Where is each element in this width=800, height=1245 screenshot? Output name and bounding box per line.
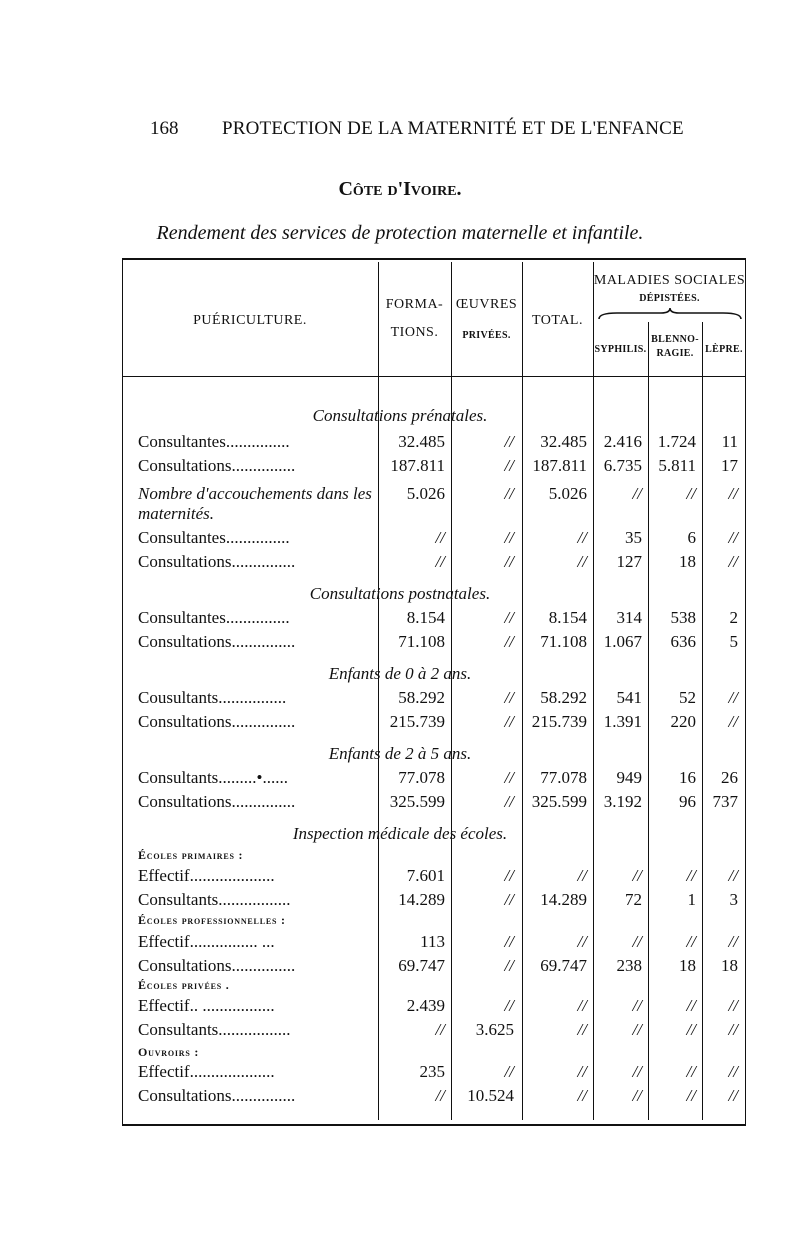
cell-formations: 325.599	[389, 792, 445, 811]
cell-total: 77.078	[540, 768, 587, 787]
brace-icon	[597, 307, 743, 323]
cell-blenno: //	[686, 484, 696, 503]
cell-lepre: 2	[729, 608, 738, 627]
row-label: Consultations...............	[138, 632, 296, 651]
cell-formations: 235	[419, 1062, 445, 1081]
cell-syphilis: 35	[625, 528, 642, 547]
cell-oeuvres: //	[504, 632, 514, 651]
subhead-primaires: Écoles primaires :	[138, 848, 244, 862]
cell-blenno: //	[686, 932, 696, 951]
cell-blenno: 5.811	[658, 456, 696, 475]
cell-syphilis: //	[632, 1020, 642, 1039]
col-header-maladies-1: MALADIES SOCIALES	[593, 273, 746, 288]
rule-lepre-left	[702, 322, 703, 1120]
cell-formations: 58.292	[398, 688, 445, 707]
cell-total: 71.108	[540, 632, 587, 651]
page-number: 168	[150, 118, 179, 139]
table-caption: Rendement des services de protection maternelle et infantile.	[156, 222, 644, 244]
cell-total: //	[577, 866, 587, 885]
rule-syphilis-left	[593, 262, 594, 1120]
cell-oeuvres: //	[504, 712, 514, 731]
cell-lepre: 737	[712, 792, 738, 811]
running-title: PROTECTION DE LA MATERNITÉ ET DE L'ENFANCE	[222, 118, 684, 139]
cell-lepre: //	[728, 1020, 738, 1039]
cell-oeuvres: //	[504, 456, 514, 475]
row-label: Consultations...............	[138, 1086, 296, 1105]
cell-blenno: //	[686, 1086, 696, 1105]
row-label: Consultantes...............	[138, 432, 290, 451]
row-label-continued: maternités.	[138, 504, 215, 523]
row-label: Cousultants................	[138, 688, 287, 707]
cell-total: 325.599	[531, 792, 587, 811]
cell-total: //	[577, 552, 587, 571]
cell-blenno: //	[686, 1062, 696, 1081]
cell-syphilis: //	[632, 484, 642, 503]
cell-total: 69.747	[540, 956, 587, 975]
cell-lepre: 5	[729, 632, 738, 651]
row-label: Consultants.........•......	[138, 768, 288, 787]
cell-oeuvres: //	[504, 432, 514, 451]
cell-formations: 32.485	[398, 432, 445, 451]
cell-lepre: //	[728, 528, 738, 547]
cell-blenno: 538	[670, 608, 696, 627]
cell-blenno: //	[686, 1020, 696, 1039]
cell-oeuvres: //	[504, 932, 514, 951]
rule-formations-left	[378, 262, 379, 1120]
col-header-total: TOTAL.	[531, 313, 583, 328]
col-header-maladies-2: DÉPISTÉES.	[639, 293, 700, 304]
section-inspection: Inspection médicale des écoles.	[292, 824, 508, 843]
cell-oeuvres: 3.625	[475, 1020, 514, 1039]
cell-syphilis: //	[632, 996, 642, 1015]
cell-syphilis: 314	[616, 608, 642, 627]
cell-oeuvres: //	[504, 768, 514, 787]
col-header-formations-1: FORMA-	[385, 297, 444, 312]
country-title: Côte d'Ivoire.	[338, 178, 462, 200]
section-enfants-2-5: Enfants de 2 à 5 ans.	[328, 744, 472, 763]
cell-total: //	[577, 1086, 587, 1105]
cell-formations: 77.078	[398, 768, 445, 787]
cell-syphilis: 2.416	[603, 432, 642, 451]
cell-syphilis: //	[632, 866, 642, 885]
cell-oeuvres: //	[504, 608, 514, 627]
cell-lepre: //	[728, 996, 738, 1015]
cell-formations: //	[435, 528, 445, 547]
col-header-lepre: LÈPRE.	[705, 344, 743, 355]
cell-lepre: 11	[721, 432, 738, 451]
cell-blenno: 1.724	[657, 432, 696, 451]
cell-blenno: 636	[670, 632, 696, 651]
cell-total: //	[577, 932, 587, 951]
row-label: Consultants.................	[138, 890, 291, 909]
cell-oeuvres: //	[504, 552, 514, 571]
row-label: Consultations...............	[138, 456, 296, 475]
cell-blenno: 52	[679, 688, 696, 707]
cell-blenno: //	[686, 996, 696, 1015]
col-header-formations-2: TIONS.	[390, 325, 439, 340]
cell-total: 58.292	[540, 688, 587, 707]
cell-lepre: //	[728, 552, 738, 571]
cell-lepre: //	[728, 688, 738, 707]
cell-oeuvres: //	[504, 956, 514, 975]
cell-syphilis: //	[632, 1062, 642, 1081]
cell-formations: //	[435, 1020, 445, 1039]
row-label: Consultations...............	[138, 792, 296, 811]
cell-lepre: //	[728, 1062, 738, 1081]
cell-oeuvres: //	[504, 528, 514, 547]
cell-oeuvres: //	[504, 792, 514, 811]
cell-blenno: 220	[670, 712, 696, 731]
cell-oeuvres: //	[504, 996, 514, 1015]
cell-blenno: //	[686, 866, 696, 885]
cell-total: //	[577, 1020, 587, 1039]
cell-blenno: 1	[687, 890, 696, 909]
cell-formations: 69.747	[398, 956, 445, 975]
cell-formations: 5.026	[406, 484, 445, 503]
rule-total-left	[522, 262, 523, 1120]
cell-formations: 113	[420, 932, 445, 951]
header-bottom-rule	[122, 376, 746, 377]
cell-lepre: //	[728, 866, 738, 885]
cell-lepre: //	[728, 1086, 738, 1105]
section-postnatal: Consultations postnatales.	[309, 584, 491, 603]
cell-lepre: 18	[721, 956, 738, 975]
cell-formations: 187.811	[390, 456, 445, 475]
rule-blenno-left	[648, 322, 649, 1120]
cell-formations: 2.439	[406, 996, 445, 1015]
row-label: Effectif....................	[138, 866, 275, 885]
col-header-blenno-2: RAGIE.	[656, 348, 694, 359]
cell-oeuvres: //	[504, 1062, 514, 1081]
cell-lepre: //	[728, 712, 738, 731]
row-label: Consultants.................	[138, 1020, 291, 1039]
col-header-oeuvres-1: ŒUVRES	[455, 297, 518, 312]
cell-total: 5.026	[548, 484, 587, 503]
cell-formations: //	[435, 552, 445, 571]
cell-syphilis: 6.735	[603, 456, 642, 475]
cell-total: //	[577, 996, 587, 1015]
cell-total: 32.485	[540, 432, 587, 451]
cell-formations: 14.289	[398, 890, 445, 909]
cell-syphilis: 238	[616, 956, 642, 975]
cell-lepre: 26	[721, 768, 738, 787]
col-header-syphilis: SYPHILIS.	[594, 344, 647, 355]
cell-lepre: //	[728, 932, 738, 951]
subhead-professionnelles: Écoles professionnelles :	[138, 913, 286, 927]
cell-syphilis: 3.192	[603, 792, 642, 811]
cell-syphilis: 72	[625, 890, 642, 909]
cell-formations: //	[435, 1086, 445, 1105]
row-label: Consultations...............	[138, 956, 296, 975]
cell-oeuvres: //	[504, 688, 514, 707]
cell-formations: 7.601	[406, 866, 445, 885]
subhead-ouvroirs: Ouvroirs :	[138, 1045, 200, 1059]
cell-lepre: 17	[721, 456, 738, 475]
row-label: Nombre d'accouchements dans les	[138, 484, 372, 503]
cell-blenno: 6	[687, 528, 696, 547]
col-header-oeuvres-2: PRIVÉES.	[462, 330, 511, 341]
cell-syphilis: //	[632, 1086, 642, 1105]
cell-formations: 71.108	[398, 632, 445, 651]
cell-syphilis: 949	[616, 768, 642, 787]
cell-total: 187.811	[532, 456, 587, 475]
cell-formations: 215.739	[389, 712, 445, 731]
row-label: Effectif....................	[138, 1062, 275, 1081]
cell-oeuvres: //	[504, 866, 514, 885]
row-label: Consultations...............	[138, 552, 296, 571]
cell-lepre: //	[728, 484, 738, 503]
rule-oeuvres-left	[451, 262, 452, 1120]
row-label: Effectif.. .................	[138, 996, 275, 1015]
cell-blenno: 96	[679, 792, 696, 811]
col-header-blenno-1: BLENNO-	[651, 334, 699, 345]
cell-lepre: 3	[729, 890, 738, 909]
subhead-privees: Écoles privées .	[138, 978, 230, 992]
cell-total: 14.289	[540, 890, 587, 909]
cell-blenno: 16	[679, 768, 696, 787]
cell-oeuvres: //	[504, 890, 514, 909]
cell-syphilis: 1.067	[603, 632, 642, 651]
cell-blenno: 18	[679, 552, 696, 571]
cell-oeuvres: 10.524	[467, 1086, 514, 1105]
cell-total: 8.154	[548, 608, 587, 627]
cell-syphilis: 541	[616, 688, 642, 707]
row-label: Consultantes...............	[138, 608, 290, 627]
section-enfants-0-2: Enfants de 0 à 2 ans.	[328, 664, 472, 683]
row-label: Effectif................ ...	[138, 932, 275, 951]
col-header-puericulture: PUÉRICULTURE.	[193, 313, 307, 328]
cell-total: //	[577, 528, 587, 547]
cell-formations: 8.154	[406, 608, 445, 627]
cell-total: //	[577, 1062, 587, 1081]
cell-blenno: 18	[679, 956, 696, 975]
cell-oeuvres: //	[504, 484, 514, 503]
cell-total: 215.739	[531, 712, 587, 731]
cell-syphilis: 127	[616, 552, 642, 571]
cell-syphilis: //	[632, 932, 642, 951]
section-prenatal: Consultations prénatales.	[312, 406, 488, 425]
row-label: Consultations...............	[138, 712, 296, 731]
row-label: Consultantes...............	[138, 528, 290, 547]
cell-syphilis: 1.391	[603, 712, 642, 731]
